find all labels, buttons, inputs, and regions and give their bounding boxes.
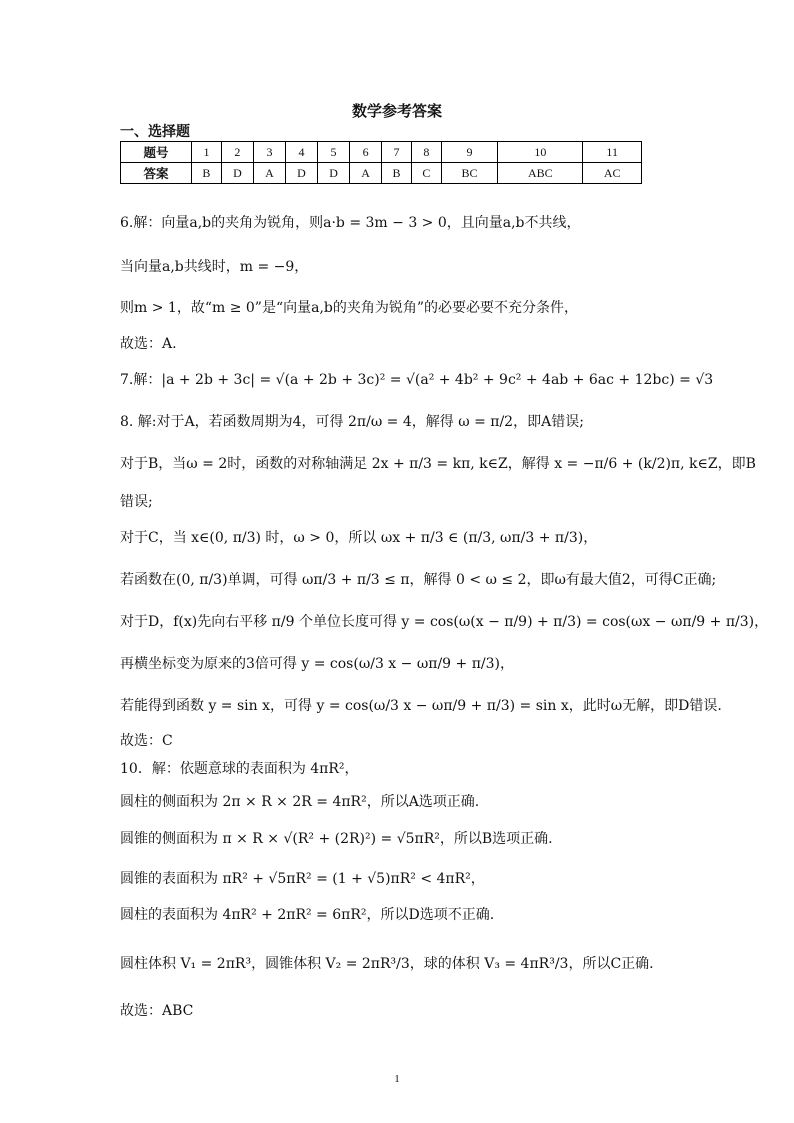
table-cell: 9 bbox=[441, 142, 497, 163]
solution-line: 再横坐标变为原来的3倍可得 y = cos(ω/3 x − ωπ/9 + π/3)， bbox=[120, 656, 514, 672]
solution-line: 圆柱的侧面积为 2π × R × 2R = 4πR²，所以A选项正确. bbox=[120, 794, 480, 810]
solution-line: 若函数在(0, π/3)单调，可得 ωπ/3 + π/3 ≤ π，解得 0 < ω ≤ 2，即ω有最大值2，可得C正确; bbox=[120, 572, 717, 588]
solution-line: 8. 解:对于A，若函数周期为4，可得 2π/ω = 4，解得 ω = π/2，即A错误; bbox=[120, 414, 584, 430]
table-header-cell: 答案 bbox=[121, 163, 192, 184]
table-cell: 6 bbox=[350, 142, 382, 163]
solution-line: 故选：C bbox=[120, 733, 173, 749]
table-cell: D bbox=[318, 163, 350, 184]
table-cell: B bbox=[192, 163, 222, 184]
solution-line: 对于B，当ω = 2时，函数的对称轴满足 2x + π/3 = kπ, k∈Z，解得 x = −π/6 + (k/2)π, k∈Z，即B bbox=[120, 456, 756, 472]
table-cell: 7 bbox=[382, 142, 412, 163]
solution-line: 则m > 1，故“m ≥ 0”是“向量a,b的夹角为锐角”的必要必要不充分条件， bbox=[120, 300, 579, 316]
page-number: 1 bbox=[394, 1073, 400, 1085]
section-heading: 一、选择题 bbox=[120, 124, 190, 140]
table-cell: 8 bbox=[411, 142, 441, 163]
table-row bbox=[121, 142, 642, 163]
solution-line: 故选：A. bbox=[120, 336, 177, 352]
solution-line: 若能得到函数 y = sin x，可得 y = cos(ω/3 x − ωπ/9 + π/3) = sin x，此时ω无解，即D错误. bbox=[120, 698, 722, 714]
table-cell: 1 bbox=[192, 142, 222, 163]
document-title: 数学参考答案 bbox=[351, 102, 442, 120]
table-cell: 3 bbox=[253, 142, 285, 163]
table-cell: BC bbox=[441, 163, 497, 184]
solution-line: 10．解：依题意球的表面积为 4πR²， bbox=[120, 761, 359, 777]
table-cell: AC bbox=[583, 163, 642, 184]
table-cell: D bbox=[285, 163, 317, 184]
solution-line: 错误; bbox=[120, 494, 153, 510]
answer-table bbox=[120, 141, 642, 184]
table-cell: A bbox=[253, 163, 285, 184]
table-row bbox=[121, 163, 642, 184]
table-cell: 2 bbox=[221, 142, 253, 163]
solution-line: 6.解：向量a,b的夹角为锐角，则a·b = 3m − 3 > 0，且向量a,b不共线， bbox=[120, 215, 581, 231]
table-cell: ABC bbox=[498, 163, 583, 184]
solution-line: 对于C，当 x∈(0, π/3) 时，ω > 0，所以 ωx + π/3 ∈ (π/3, ωπ/3 + π/3)， bbox=[120, 530, 598, 546]
table-cell: B bbox=[382, 163, 412, 184]
solution-line: 圆柱体积 V₁ = 2πR³，圆锥体积 V₂ = 2πR³/3，球的体积 V₃ = 4πR³/3，所以C正确. bbox=[120, 956, 654, 972]
solution-line: 当向量a,b共线时，m = −9， bbox=[120, 259, 309, 275]
table-cell: C bbox=[411, 163, 441, 184]
table-cell: 4 bbox=[285, 142, 317, 163]
solution-line: 圆柱的表面积为 4πR² + 2πR² = 6πR²，所以D选项不正确. bbox=[120, 907, 495, 923]
table-header-cell: 题号 bbox=[121, 142, 192, 163]
solution-line: 圆锥的侧面积为 π × R × √(R² + (2R)²) = √5πR²，所以B选项正确. bbox=[120, 831, 553, 847]
solution-line: 圆锥的表面积为 πR² + √5πR² = (1 + √5)πR² < 4πR²， bbox=[120, 871, 485, 887]
table-cell: D bbox=[221, 163, 253, 184]
table-cell: A bbox=[350, 163, 382, 184]
table-cell: 10 bbox=[498, 142, 583, 163]
table-cell: 5 bbox=[318, 142, 350, 163]
table-cell: 11 bbox=[583, 142, 642, 163]
solution-line: 故选：ABC bbox=[120, 1003, 194, 1019]
solution-line: 7.解：|a + 2b + 3c| = √(a + 2b + 3c)² = √(a² + 4b² + 9c² + 4ab + 6ac + 12bc) = √3 bbox=[120, 372, 714, 388]
solution-line: 对于D，f(x)先向右平移 π/9 个单位长度可得 y = cos(ω(x − π/9) + π/3) = cos(ωx − ωπ/9 + π/3)， bbox=[120, 614, 769, 630]
